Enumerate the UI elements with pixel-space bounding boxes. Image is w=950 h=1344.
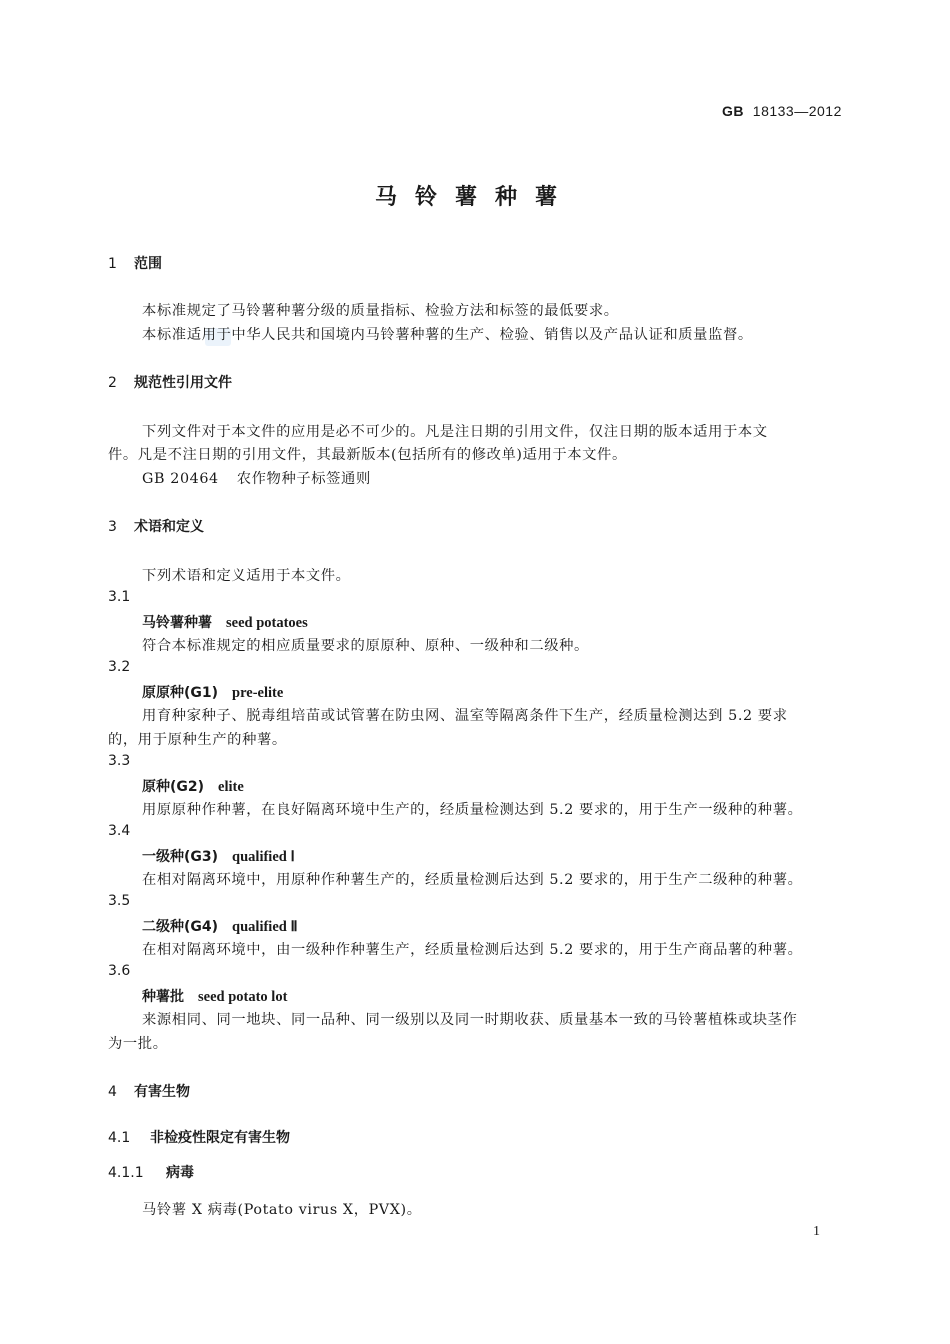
document-title: 马铃薯种薯 (374, 185, 575, 210)
term-definition-continued: 的，用于原种生产的种薯。 (108, 732, 287, 748)
standard-prefix: GB (722, 103, 744, 119)
term-number: 3.6 (108, 963, 131, 979)
section-number: 4.1 (108, 1130, 131, 1146)
section-number: 1 (108, 256, 117, 272)
term-cn: 种薯批 (142, 989, 184, 1005)
term-heading (142, 846, 295, 866)
section-1-heading (108, 253, 162, 273)
normative-reference (142, 468, 371, 488)
section-number: 2 (108, 375, 117, 391)
section-title: 病毒 (166, 1165, 194, 1181)
term-heading (142, 776, 244, 796)
section-2-heading (108, 372, 232, 392)
term-cn: 二级种(G4) (142, 919, 219, 935)
standard-number (722, 103, 842, 119)
term-en: qualified Ⅰ (232, 849, 295, 865)
paragraph-continued: 件。凡是不注日期的引用文件，其最新版本(包括所有的修改单)适用于本文件。 (108, 447, 627, 463)
term-definition: 在相对隔离环境中，用原种作种薯生产的，经质量检测后达到 5.2 要求的，用于生产二级种的种薯。 (142, 872, 803, 888)
section-number: 3 (108, 519, 117, 535)
section-4-heading (108, 1081, 190, 1101)
term-number: 3.2 (108, 659, 131, 675)
term-definition: 在相对隔离环境中，由一级种作种薯生产，经质量检测后达到 5.2 要求的，用于生产商品薯的种薯。 (142, 942, 803, 958)
subsection-4-1-heading (108, 1127, 290, 1147)
section-title: 范围 (134, 256, 162, 272)
paragraph: 马铃薯 X 病毒(Potato virus X，PVX)。 (142, 1202, 422, 1218)
term-en: pre-elite (232, 685, 284, 701)
term-heading (142, 682, 283, 702)
paragraph: 下列文件对于本文件的应用是必不可少的。凡是注日期的引用文件，仅注日期的版本适用于本文 (142, 424, 768, 440)
section-title: 有害生物 (134, 1084, 190, 1100)
term-cn: 原原种(G1) (142, 685, 219, 701)
term-number: 3.5 (108, 893, 131, 909)
term-en: qualified Ⅱ (232, 919, 298, 935)
term-definition-continued: 为一批。 (108, 1036, 168, 1052)
reference-code: GB 20464 (142, 471, 219, 487)
page-number: 1 (813, 1224, 820, 1239)
reference-title: 农作物种子标签通则 (236, 471, 371, 487)
section-number: 4 (108, 1084, 117, 1100)
subsection-4-1-1-heading (108, 1162, 194, 1182)
term-en: seed potatoes (226, 615, 308, 631)
term-cn: 原种(G2) (142, 779, 205, 795)
term-number: 3.1 (108, 589, 131, 605)
term-number: 3.3 (108, 753, 131, 769)
standard-code: 18133—2012 (752, 103, 842, 119)
term-heading (142, 612, 308, 632)
term-definition: 符合本标准规定的相应质量要求的原原种、原种、一级种和二级种。 (142, 638, 589, 654)
term-definition: 来源相同、同一地块、同一品种、同一级别以及同一时期收获、质量基本一致的马铃薯植株或块茎作 (142, 1012, 798, 1028)
term-heading (142, 986, 287, 1006)
paragraph: 本标准规定了马铃薯种薯分级的质量指标、检验方法和标签的最低要求。 (142, 303, 619, 319)
term-definition: 用育种家种子、脱毒组培苗或试管薯在防虫网、温室等隔离条件下生产，经质量检测达到 5.2 要求 (142, 708, 788, 724)
section-title: 非检疫性限定有害生物 (150, 1130, 290, 1146)
paragraph: 本标准适用于中华人民共和国境内马铃薯种薯的生产、检验、销售以及产品认证和质量监督。 (142, 327, 753, 343)
section-number: 4.1.1 (108, 1165, 144, 1181)
term-cn: 马铃薯种薯 (142, 615, 212, 631)
term-number: 3.4 (108, 823, 131, 839)
section-title: 术语和定义 (134, 519, 204, 535)
term-definition: 用原原种作种薯，在良好隔离环境中生产的，经质量检测达到 5.2 要求的，用于生产一级种的种薯。 (142, 802, 803, 818)
term-cn: 一级种(G3) (142, 849, 219, 865)
paragraph: 下列术语和定义适用于本文件。 (142, 568, 351, 584)
term-heading (142, 916, 298, 936)
term-en: elite (218, 779, 244, 795)
section-3-heading (108, 516, 204, 536)
term-en: seed potato lot (198, 989, 288, 1005)
section-title: 规范性引用文件 (134, 375, 232, 391)
